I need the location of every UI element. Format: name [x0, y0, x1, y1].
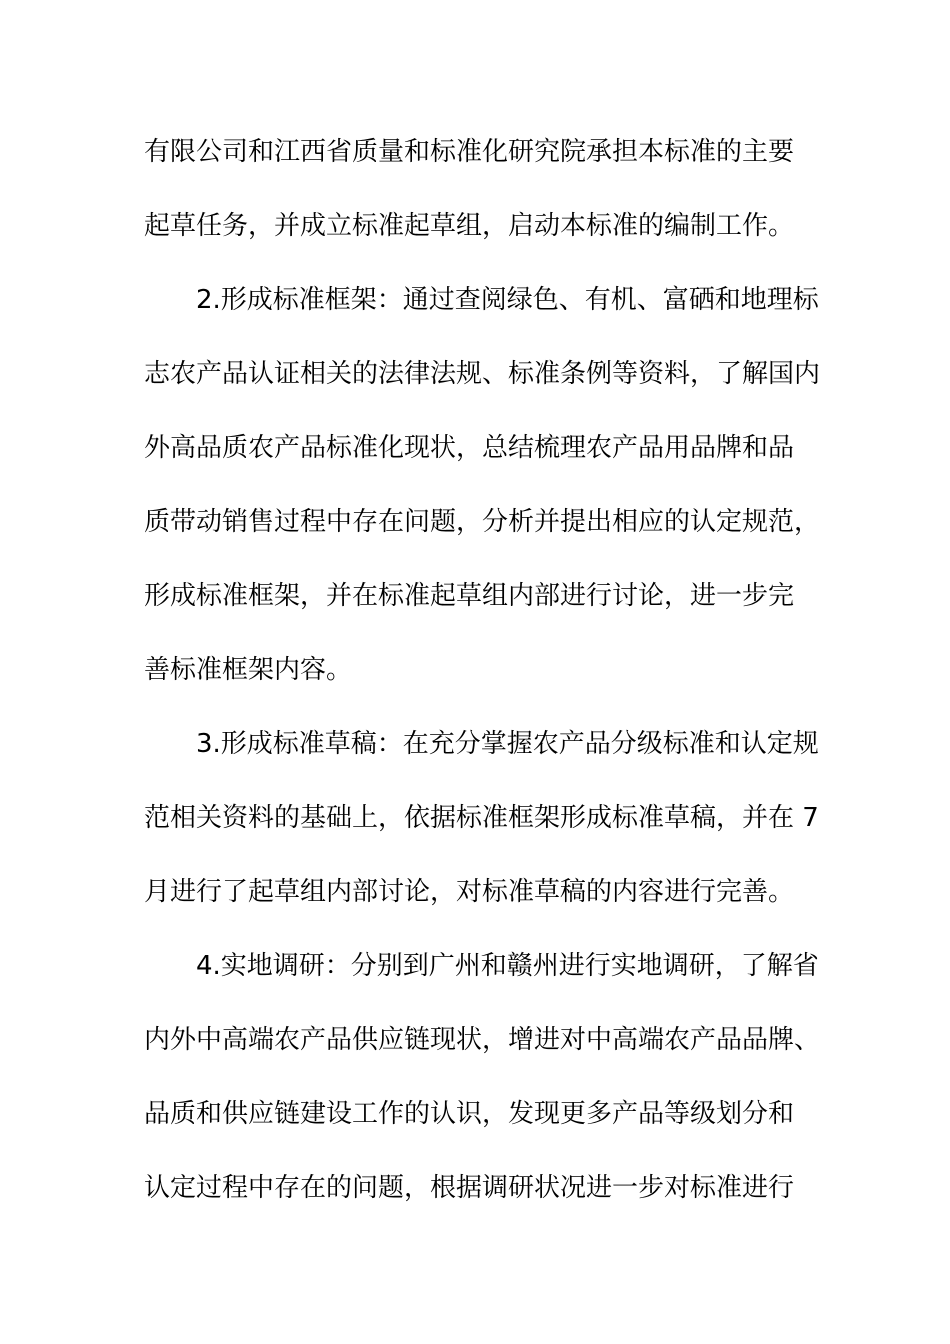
text-line: 品质和供应链建设工作的认识，发现更多产品等级划分和 — [144, 1099, 795, 1129]
text-line: 认定过程中存在的问题，根据调研状况进一步对标准进行 — [144, 1173, 795, 1203]
paragraph-start: 4.实地调研：分别到广州和赣州进行实地调研，了解省 — [196, 951, 819, 981]
text-line: 质带动销售过程中存在问题，分析并提出相应的认定规范， — [144, 507, 821, 537]
text-line: 范相关资料的基础上，依据标准框架形成标准草稿，并在 7 — [144, 803, 819, 833]
paragraph-start: 3.形成标准草稿：在充分掌握农产品分级标准和认定规 — [196, 729, 819, 759]
text-line: 善标准框架内容。 — [144, 655, 353, 685]
text-line: 有限公司和江西省质量和标准化研究院承担本标准的主要 — [144, 137, 795, 167]
text-line: 月进行了起草组内部讨论，对标准草稿的内容进行完善。 — [144, 877, 795, 907]
text-line: 内外中高端农产品供应链现状，增进对中高端农产品品牌、 — [144, 1025, 821, 1055]
text-line: 外高品质农产品标准化现状，总结梳理农产品用品牌和品 — [144, 433, 795, 463]
text-line: 志农产品认证相关的法律法规、标准条例等资料，了解国内 — [144, 359, 821, 389]
text-line: 形成标准框架，并在标准起草组内部进行讨论，进一步完 — [144, 581, 795, 611]
text-line: 起草任务，并成立标准起草组，启动本标准的编制工作。 — [144, 211, 795, 241]
paragraph-start: 2.形成标准框架：通过查阅绿色、有机、富硒和地理标 — [196, 285, 819, 315]
